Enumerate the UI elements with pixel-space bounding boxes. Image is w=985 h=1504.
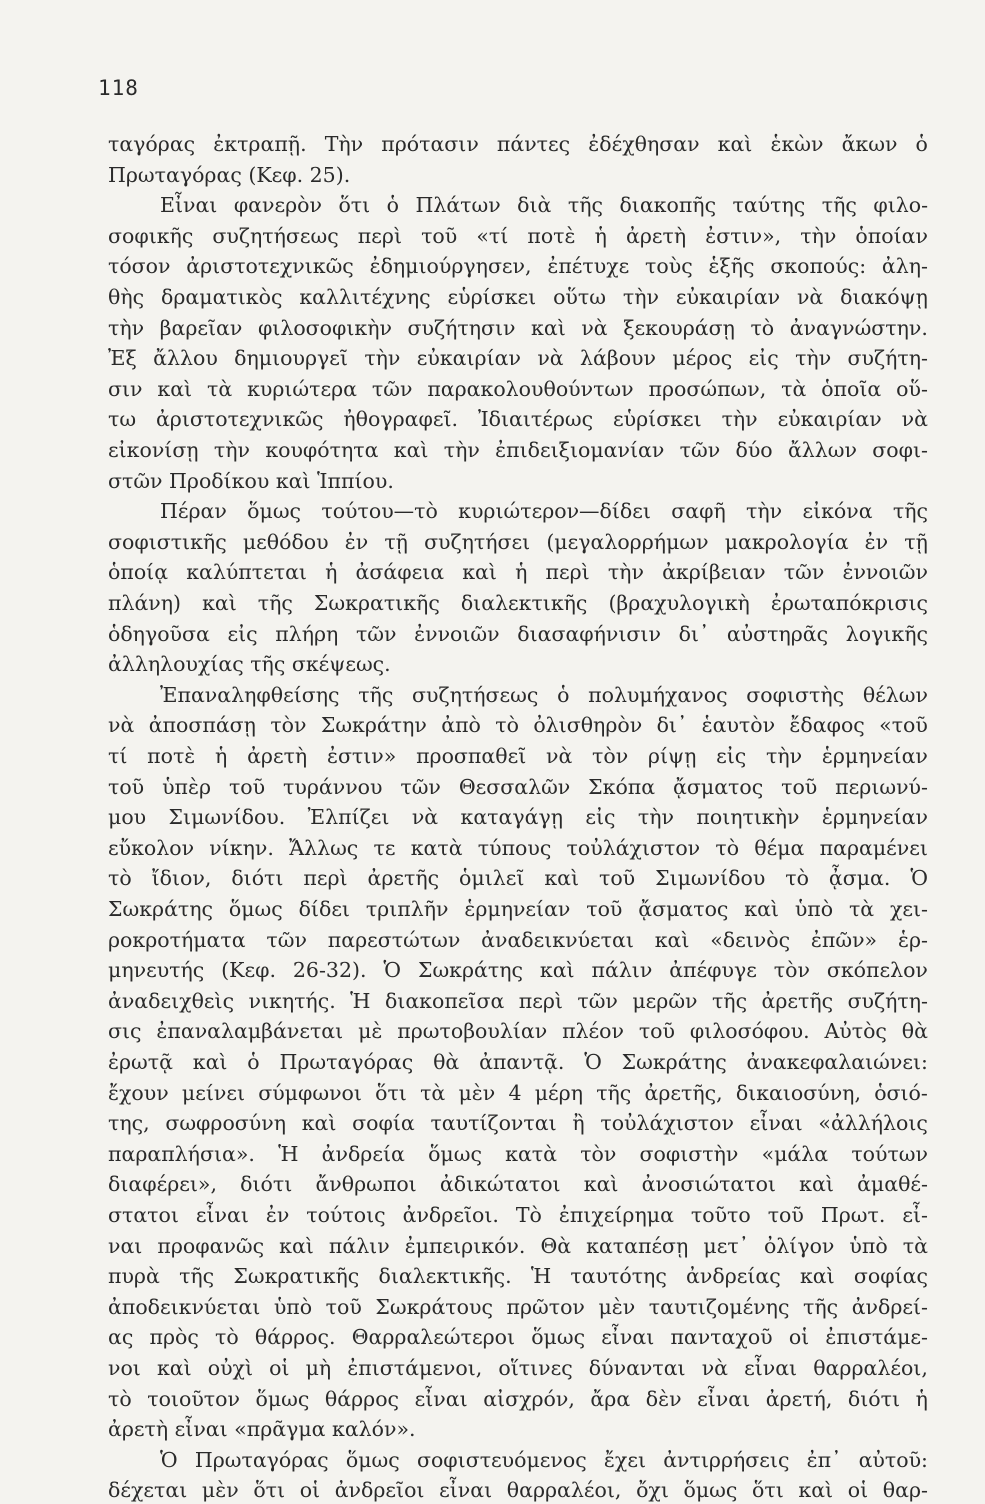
text-line: ὁδηγοῦσα εἰς πλήρη τῶν ἐννοιῶν διασαφήνισιν δι᾽ αὐστηρᾶς λογικῆς [108,621,928,646]
text-line: Σωκράτης ὅμως δίδει τριπλῆν ἑρμηνείαν τοῦ ᾄσματος καὶ ὑπὸ τὰ χει- [108,897,928,921]
text-line: Εἶναι φανερὸν ὅτι ὁ Πλάτων διὰ τῆς διακοπῆς ταύτης τῆς φιλο- [160,193,928,218]
text-line: Ὁ Πρωταγόρας ὅμως σοφιστευόμενος ἔχει ἀντιρρήσεις ἐπ᾽ αὐτοῦ: [160,1447,928,1472]
text-line: σοφιστικῆς μεθόδου ἐν τῇ συζητήσει (μεγαλορρήμων μακρολογία ἐν τῇ [108,529,928,554]
text-line: εἰκονίσῃ τὴν κουφότητα καὶ τὴν ἐπιδειξιομανίαν τῶν δύο ἄλλων σοφι- [108,438,928,462]
text-line: θὴς δραματικὸς καλλιτέχνης εὑρίσκει οὕτω τὴν εὐκαιρίαν νὰ διακόψῃ [108,285,928,309]
text-line: πυρὰ τῆς Σωκρατικῆς διαλεκτικῆς. Ἡ ταυτότης ἀνδρείας καὶ σοφίας [108,1264,928,1289]
text-line: ἀλληλουχίας τῆς σκέψεως. [108,652,391,677]
text-line: στῶν Προδίκου καὶ Ἱππίου. [108,468,394,493]
text-line: ταγόρας ἐκτραπῇ. Τὴν πρότασιν πάντες ἐδέχθησαν καὶ ἑκὼν ἄκων ὁ [108,132,928,156]
text-line: σοφικῆς συζητήσεως περὶ τοῦ «τί ποτὲ ἡ ἀρετὴ ἐστιν», τὴν ὁποίαν [108,223,928,248]
text-line: ὁποίᾳ καλύπτεται ἡ ἀσάφεια καὶ ἡ περὶ τὴν ἀκρίβειαν τῶν ἐννοιῶν [108,560,928,585]
text-line: ναι προφανῶς καὶ πάλιν ἐμπειρικόν. Θὰ καταπέσῃ μετ᾽ ὀλίγον ὑπὸ τὰ [108,1233,928,1258]
text-line: στατοι εἶναι ἐν τούτοις ἀνδρεῖοι. Τὸ ἐπιχείρημα τοῦτο τοῦ Πρωτ. εἶ- [108,1203,928,1227]
text-line: ἐρωτᾷ καὶ ὁ Πρωταγόρας θὰ ἀπαντᾷ. Ὁ Σωκράτης ἀνακεφαλαιώνει: [108,1050,928,1074]
text-line: σις ἐπαναλαμβάνεται μὲ πρωτοβουλίαν πλέον τοῦ φιλοσόφου. Αὐτὸς θὰ [108,1019,928,1044]
text-line: νὰ ἀποσπάσῃ τὸν Σωκράτην ἀπὸ τὸ ὀλισθηρὸν δι᾽ ἑαυτὸν ἔδαφος «τοῦ [108,713,928,738]
text-line: Ἐπαναληφθείσης τῆς συζητήσεως ὁ πολυμήχανος σοφιστὴς θέλων [160,682,928,707]
text-line: Ἐξ ἄλλου δημιουργεῖ τὴν εὐκαιρίαν νὰ λάβουν μέρος εἰς τὴν συζήτη- [108,346,928,371]
text-line: τὸ ἴδιον, διότι περὶ ἀρετῆς ὁμιλεῖ καὶ τοῦ Σιμωνίδου τὸ ᾆσμα. Ὁ [108,866,928,891]
text-line: ἀποδεικνύεται ὑπὸ τοῦ Σωκράτους πρῶτον μὲν ταυτιζομένης τῆς ἀνδρεί- [108,1294,928,1319]
text-line: τω ἀριστοτεχνικῶς ἠθογραφεῖ. Ἰδιαιτέρως εὑρίσκει τὴν εὐκαιρίαν νὰ [108,407,928,432]
text-line: ἔχουν μείνει σύμφωνοι ὅτι τὰ μὲν 4 μέρη τῆς ἀρετῆς, δικαιοσύνη, ὁσιό- [108,1080,928,1105]
text-line: μου Σιμωνίδου. Ἐλπίζει νὰ καταγάγῃ εἰς τὴν ποιητικὴν ἑρμηνείαν [108,805,928,830]
text-line: νοι καὶ οὐχὶ οἱ μὴ ἐπιστάμενοι, οἵτινες δύνανται νὰ εἶναι θαρραλέοι, [108,1356,928,1380]
text-line: ας πρὸς τὸ θάρρος. Θαρραλεώτεροι ὅμως εἶναι πανταχοῦ οἱ ἐπιστάμε- [108,1325,928,1350]
text-line: διαφέρει», διότι ἄνθρωποι ἀδικώτατοι καὶ ἀνοσιώτατοι καὶ ἀμαθέ- [108,1172,928,1197]
text-line: τὴν βαρεῖαν φιλοσοφικὴν συζήτησιν καὶ νὰ ξεκουράσῃ τὸ ἀναγνώστην. [108,315,928,340]
text-line: πλάνη) καὶ τῆς Σωκρατικῆς διαλεκτικῆς (βραχυλογικὴ ἐρωταπόκρισις [108,591,928,615]
text-line: μηνευτής (Κεφ. 26-32). Ὁ Σωκράτης καὶ πάλιν ἀπέφυγε τὸν σκόπελον [108,958,928,983]
text-line: σιν καὶ τὰ κυριώτερα τῶν παρακολουθούντων προσώπων, τὰ ὁποῖα οὕ- [108,376,928,401]
text-line: ἀρετὴ εἶναι «πρᾶγμα καλόν». [108,1417,416,1442]
page-number: 118 [98,76,139,100]
text-line: ἀναδειχθεὶς νικητής. Ἡ διακοπεῖσα περὶ τῶν μερῶν τῆς ἀρετῆς συζήτη- [108,988,928,1013]
text-line: Πρωταγόρας (Κεφ. 25). [108,162,351,187]
text-line: εὔκολον νίκην. Ἄλλως τε κατὰ τύπους τοὐλάχιστον τὸ θέμα παραμένει [108,835,928,860]
text-line: ροκροτήματα τῶν παρεστώτων ἀναδεικνύεται καὶ «δεινὸς ἐπῶν» ἑρ- [108,927,928,952]
text-line: τί ποτὲ ἡ ἀρετὴ ἐστιν» προσπαθεῖ νὰ τὸν ρίψῃ εἰς τὴν ἑρμηνείαν [108,744,928,768]
text-line: Πέραν ὅμως τούτου—τὸ κυριώτερον—δίδει σαφῆ τὴν εἰκόνα τῆς [160,499,928,524]
text-line: παραπλήσια». Ἡ ἀνδρεία ὅμως κατὰ τὸν σοφιστὴν «μάλα τούτων [108,1141,928,1166]
text-line: τὸ τοιοῦτον ὅμως θάρρος εἶναι αἰσχρόν, ἄρα δὲν εἶναι ἀρετή, διότι ἡ [108,1386,928,1411]
text-line: δέχεται μὲν ὅτι οἱ ἀνδρεῖοι εἶναι θαρραλέοι, ὄχι ὅμως ὅτι καὶ οἱ θαρ- [108,1478,928,1503]
text-line: τόσον ἀριστοτεχνικῶς ἐδημιούργησεν, ἐπέτυχε τοὺς ἑξῆς σκοπούς: ἀλη- [108,254,928,279]
text-line: της, σωφροσύνη καὶ σοφία ταυτίζονται ἢ τοὐλάχιστον εἶναι «ἀλλήλοις [108,1111,928,1136]
text-line: τοῦ ὑπὲρ τοῦ τυράννου τῶν Θεσσαλῶν Σκόπα ᾄσματος τοῦ περιωνύ- [108,774,928,799]
